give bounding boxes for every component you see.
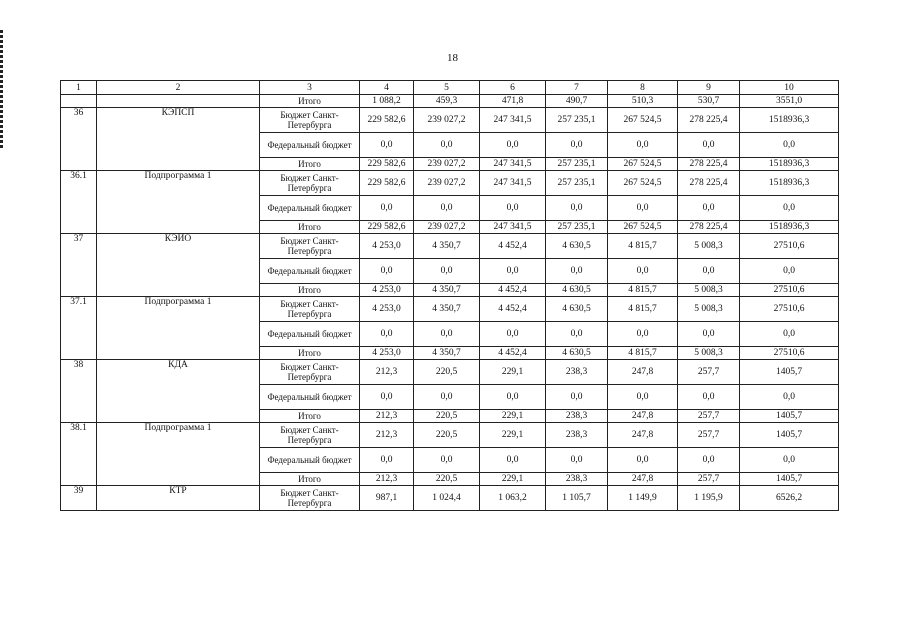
value-cell: 0,0	[546, 385, 608, 410]
value-cell: 5 008,3	[678, 297, 740, 322]
value-cell: 0,0	[678, 196, 740, 221]
value-cell: 0,0	[740, 322, 839, 347]
value-cell: 0,0	[678, 259, 740, 284]
value-cell: 27510,6	[740, 297, 839, 322]
value-cell: 257,7	[678, 423, 740, 448]
budget-label: Итого	[260, 347, 360, 360]
header-cell: 10	[740, 81, 839, 95]
value-cell: 4 630,5	[546, 284, 608, 297]
budget-label: Бюджет Санкт-Петербурга	[260, 486, 360, 511]
value-cell: 1 088,2	[360, 95, 414, 108]
value-cell: 4 452,4	[480, 297, 546, 322]
value-cell: 212,3	[360, 360, 414, 385]
value-cell: 0,0	[360, 196, 414, 221]
value-cell: 0,0	[480, 322, 546, 347]
value-cell: 239 027,2	[414, 221, 480, 234]
value-cell: 6526,2	[740, 486, 839, 511]
header-cell: 1	[61, 81, 97, 95]
header-row	[61, 81, 839, 95]
value-cell: 1 105,7	[546, 486, 608, 511]
budget-label: Итого	[260, 284, 360, 297]
value-cell: 0,0	[608, 385, 678, 410]
value-cell: 0,0	[360, 322, 414, 347]
budget-label: Федеральный бюджет	[260, 196, 360, 221]
table-row	[61, 360, 839, 385]
value-cell: 4 815,7	[608, 234, 678, 259]
budget-label: Бюджет Санкт-Петербурга	[260, 297, 360, 322]
value-cell: 267 524,5	[608, 171, 678, 196]
value-cell: 4 815,7	[608, 284, 678, 297]
value-cell: 238,3	[546, 410, 608, 423]
value-cell: 212,3	[360, 473, 414, 486]
row-name-cell: КДА	[97, 360, 260, 423]
value-cell: 247,8	[608, 360, 678, 385]
value-cell: 0,0	[740, 448, 839, 473]
value-cell: 267 524,5	[608, 221, 678, 234]
value-cell: 1518936,3	[740, 158, 839, 171]
value-cell: 267 524,5	[608, 108, 678, 133]
value-cell: 257,7	[678, 473, 740, 486]
table-row	[61, 95, 839, 108]
row-name-cell: КЭПСП	[97, 108, 260, 171]
budget-label: Федеральный бюджет	[260, 259, 360, 284]
row-number-cell: 38.1	[61, 423, 97, 486]
value-cell: 0,0	[678, 133, 740, 158]
row-number-cell: 37	[61, 234, 97, 297]
value-cell: 4 630,5	[546, 347, 608, 360]
value-cell: 238,3	[546, 423, 608, 448]
value-cell: 1405,7	[740, 423, 839, 448]
value-cell: 4 815,7	[608, 297, 678, 322]
value-cell: 4 630,5	[546, 297, 608, 322]
row-name-cell: Подпрограмма 1	[97, 171, 260, 234]
value-cell: 4 253,0	[360, 234, 414, 259]
value-cell: 27510,6	[740, 234, 839, 259]
value-cell: 0,0	[546, 133, 608, 158]
row-name-cell: Подпрограмма 1	[97, 423, 260, 486]
value-cell: 0,0	[678, 385, 740, 410]
value-cell: 212,3	[360, 423, 414, 448]
value-cell: 459,3	[414, 95, 480, 108]
header-cell: 7	[546, 81, 608, 95]
value-cell: 247 341,5	[480, 221, 546, 234]
value-cell: 247 341,5	[480, 171, 546, 196]
value-cell: 5 008,3	[678, 347, 740, 360]
value-cell: 220,5	[414, 423, 480, 448]
value-cell: 239 027,2	[414, 171, 480, 196]
value-cell: 229 582,6	[360, 171, 414, 196]
value-cell: 0,0	[740, 196, 839, 221]
value-cell: 257,7	[678, 360, 740, 385]
value-cell: 987,1	[360, 486, 414, 511]
value-cell: 0,0	[678, 448, 740, 473]
row-name-cell: КЭИО	[97, 234, 260, 297]
budget-label: Федеральный бюджет	[260, 133, 360, 158]
value-cell: 278 225,4	[678, 221, 740, 234]
header-cell: 6	[480, 81, 546, 95]
value-cell: 229,1	[480, 410, 546, 423]
value-cell: 530,7	[678, 95, 740, 108]
value-cell: 1405,7	[740, 473, 839, 486]
budget-label: Бюджет Санкт-Петербурга	[260, 360, 360, 385]
row-name-cell	[97, 95, 260, 108]
value-cell: 4 815,7	[608, 347, 678, 360]
value-cell: 239 027,2	[414, 108, 480, 133]
row-number-cell: 38	[61, 360, 97, 423]
value-cell: 0,0	[608, 196, 678, 221]
table-row	[61, 234, 839, 259]
table-row	[61, 108, 839, 133]
table-body	[61, 81, 839, 511]
value-cell: 212,3	[360, 410, 414, 423]
value-cell: 0,0	[678, 322, 740, 347]
value-cell: 0,0	[414, 259, 480, 284]
value-cell: 1 024,4	[414, 486, 480, 511]
value-cell: 247,8	[608, 423, 678, 448]
value-cell: 247,8	[608, 410, 678, 423]
value-cell: 1405,7	[740, 360, 839, 385]
value-cell: 0,0	[608, 259, 678, 284]
value-cell: 4 452,4	[480, 234, 546, 259]
value-cell: 471,8	[480, 95, 546, 108]
value-cell: 4 350,7	[414, 284, 480, 297]
value-cell: 1518936,3	[740, 221, 839, 234]
table-row	[61, 171, 839, 196]
value-cell: 0,0	[414, 196, 480, 221]
budget-label: Федеральный бюджет	[260, 385, 360, 410]
value-cell: 257 235,1	[546, 108, 608, 133]
value-cell: 229,1	[480, 423, 546, 448]
budget-label: Итого	[260, 158, 360, 171]
row-name-cell: Подпрограмма 1	[97, 297, 260, 360]
header-cell: 5	[414, 81, 480, 95]
scan-edge-artifact	[0, 30, 3, 150]
value-cell: 0,0	[608, 133, 678, 158]
value-cell: 239 027,2	[414, 158, 480, 171]
budget-label: Федеральный бюджет	[260, 322, 360, 347]
value-cell: 229,1	[480, 473, 546, 486]
value-cell: 278 225,4	[678, 171, 740, 196]
value-cell: 0,0	[360, 385, 414, 410]
budget-label: Бюджет Санкт-Петербурга	[260, 423, 360, 448]
header-cell: 8	[608, 81, 678, 95]
value-cell: 257 235,1	[546, 158, 608, 171]
value-cell: 0,0	[480, 196, 546, 221]
value-cell: 1518936,3	[740, 171, 839, 196]
value-cell: 0,0	[740, 259, 839, 284]
value-cell: 1 063,2	[480, 486, 546, 511]
value-cell: 238,3	[546, 360, 608, 385]
value-cell: 0,0	[414, 322, 480, 347]
row-name-cell: КТР	[97, 486, 260, 511]
value-cell: 0,0	[546, 322, 608, 347]
budget-label: Итого	[260, 410, 360, 423]
row-number-cell: 39	[61, 486, 97, 511]
value-cell: 0,0	[360, 133, 414, 158]
budget-label: Бюджет Санкт-Петербурга	[260, 234, 360, 259]
header-cell: 3	[260, 81, 360, 95]
value-cell: 0,0	[414, 133, 480, 158]
value-cell: 1 195,9	[678, 486, 740, 511]
value-cell: 4 253,0	[360, 284, 414, 297]
value-cell: 27510,6	[740, 347, 839, 360]
value-cell: 220,5	[414, 360, 480, 385]
value-cell: 0,0	[480, 448, 546, 473]
value-cell: 4 253,0	[360, 297, 414, 322]
header-cell: 4	[360, 81, 414, 95]
value-cell: 0,0	[608, 448, 678, 473]
budget-label: Федеральный бюджет	[260, 448, 360, 473]
table-row	[61, 486, 839, 511]
value-cell: 257,7	[678, 410, 740, 423]
value-cell: 220,5	[414, 473, 480, 486]
value-cell: 0,0	[480, 259, 546, 284]
value-cell: 278 225,4	[678, 158, 740, 171]
value-cell: 278 225,4	[678, 108, 740, 133]
value-cell: 4 350,7	[414, 297, 480, 322]
budget-label: Итого	[260, 95, 360, 108]
budget-label: Итого	[260, 473, 360, 486]
value-cell: 0,0	[480, 385, 546, 410]
value-cell: 5 008,3	[678, 284, 740, 297]
value-cell: 0,0	[414, 448, 480, 473]
value-cell: 4 350,7	[414, 347, 480, 360]
budget-label: Бюджет Санкт-Петербурга	[260, 171, 360, 196]
value-cell: 5 008,3	[678, 234, 740, 259]
header-cell: 2	[97, 81, 260, 95]
value-cell: 0,0	[546, 259, 608, 284]
value-cell: 229,1	[480, 360, 546, 385]
value-cell: 0,0	[414, 385, 480, 410]
value-cell: 4 630,5	[546, 234, 608, 259]
value-cell: 1405,7	[740, 410, 839, 423]
value-cell: 1 149,9	[608, 486, 678, 511]
value-cell: 238,3	[546, 473, 608, 486]
value-cell: 257 235,1	[546, 171, 608, 196]
table-row	[61, 423, 839, 448]
table-row	[61, 297, 839, 322]
row-number-cell	[61, 95, 97, 108]
value-cell: 27510,6	[740, 284, 839, 297]
value-cell: 229 582,6	[360, 158, 414, 171]
value-cell: 267 524,5	[608, 158, 678, 171]
value-cell: 247 341,5	[480, 158, 546, 171]
budget-label: Бюджет Санкт-Петербурга	[260, 108, 360, 133]
budget-table	[60, 80, 839, 511]
value-cell: 4 452,4	[480, 347, 546, 360]
budget-label: Итого	[260, 221, 360, 234]
header-cell: 9	[678, 81, 740, 95]
value-cell: 0,0	[740, 133, 839, 158]
row-number-cell: 36	[61, 108, 97, 171]
row-number-cell: 36.1	[61, 171, 97, 234]
value-cell: 229 582,6	[360, 108, 414, 133]
value-cell: 4 452,4	[480, 284, 546, 297]
value-cell: 0,0	[360, 448, 414, 473]
value-cell: 4 350,7	[414, 234, 480, 259]
value-cell: 220,5	[414, 410, 480, 423]
page-number: 18	[447, 52, 458, 64]
value-cell: 1518936,3	[740, 108, 839, 133]
value-cell: 4 253,0	[360, 347, 414, 360]
value-cell: 247 341,5	[480, 108, 546, 133]
value-cell: 490,7	[546, 95, 608, 108]
value-cell: 0,0	[546, 196, 608, 221]
value-cell: 257 235,1	[546, 221, 608, 234]
row-number-cell: 37.1	[61, 297, 97, 360]
value-cell: 247,8	[608, 473, 678, 486]
value-cell: 510,3	[608, 95, 678, 108]
value-cell: 0,0	[360, 259, 414, 284]
value-cell: 0,0	[740, 385, 839, 410]
value-cell: 229 582,6	[360, 221, 414, 234]
value-cell: 0,0	[608, 322, 678, 347]
value-cell: 0,0	[480, 133, 546, 158]
value-cell: 0,0	[546, 448, 608, 473]
value-cell: 3551,0	[740, 95, 839, 108]
